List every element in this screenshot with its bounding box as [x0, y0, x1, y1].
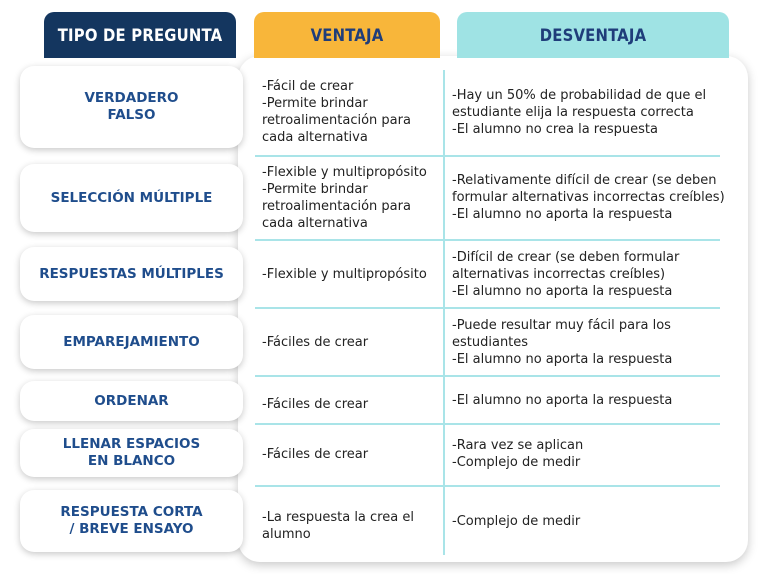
ventaja-emparejamiento: -Fáciles de crear [262, 334, 369, 350]
header-tipo-de-pregunta: TIPO DE PREGUNTA [44, 12, 236, 58]
question-type-llenar-espacios: LLENAR ESPACIOS EN BLANCO [20, 429, 243, 477]
question-type-verdadero-falso: VERDADERO FALSO [20, 66, 243, 148]
question-type-respuestas-multiples: RESPUESTAS MÚLTIPLES [20, 247, 243, 301]
desventaja-llenar-espacios: -Rara vez se aplican -Complejo de medir [452, 438, 584, 470]
question-type-respuesta-corta: RESPUESTA CORTA / BREVE ENSAYO [20, 490, 243, 552]
desventaja-seleccion-multiple: -Relativamente difícil de crear (se deben formular alternativas incorrectas creíbles) -El alumno no aporta la respuesta [452, 173, 725, 222]
ventaja-respuesta-corta: -La respuesta la crea el alumno [262, 510, 414, 542]
ventaja-respuestas-multiples: -Flexible y multipropósito [262, 266, 427, 282]
question-type-emparejamiento: EMPAREJAMIENTO [20, 315, 243, 369]
ventaja-verdadero-falso: -Fácil de crear -Permite brindar retroalimentación para cada alternativa [262, 79, 411, 145]
ventaja-seleccion-multiple: -Flexible y multipropósito -Permite brindar retroalimentación para cada alternativa [262, 164, 427, 231]
column-divider [443, 70, 445, 555]
desventaja-respuesta-corta: -Complejo de medir [452, 513, 581, 529]
question-type-seleccion-multiple: SELECCIÓN MÚLTIPLE [20, 164, 243, 232]
header-ventaja: VENTAJA [254, 12, 440, 58]
header-desventaja: DESVENTAJA [457, 12, 729, 58]
desventaja-ordenar: -El alumno no aporta la respuesta [452, 392, 673, 408]
ventaja-llenar-espacios: -Fáciles de crear [262, 446, 369, 462]
desventaja-verdadero-falso: -Hay un 50% de probabilidad de que el estudiante elija la respuesta correcta -El alumno no crea la respuesta [452, 87, 707, 137]
question-type-ordenar: ORDENAR [20, 381, 243, 421]
ventaja-ordenar: -Fáciles de crear [262, 396, 369, 412]
desventaja-respuestas-multiples: -Difícil de crear (se deben formular alternativas incorrectas creíbles) -El alumno no aporta la respuesta [452, 249, 680, 299]
desventaja-emparejamiento: -Puede resultar muy fácil para los estudiantes -El alumno no aporta la respuesta [452, 317, 673, 367]
